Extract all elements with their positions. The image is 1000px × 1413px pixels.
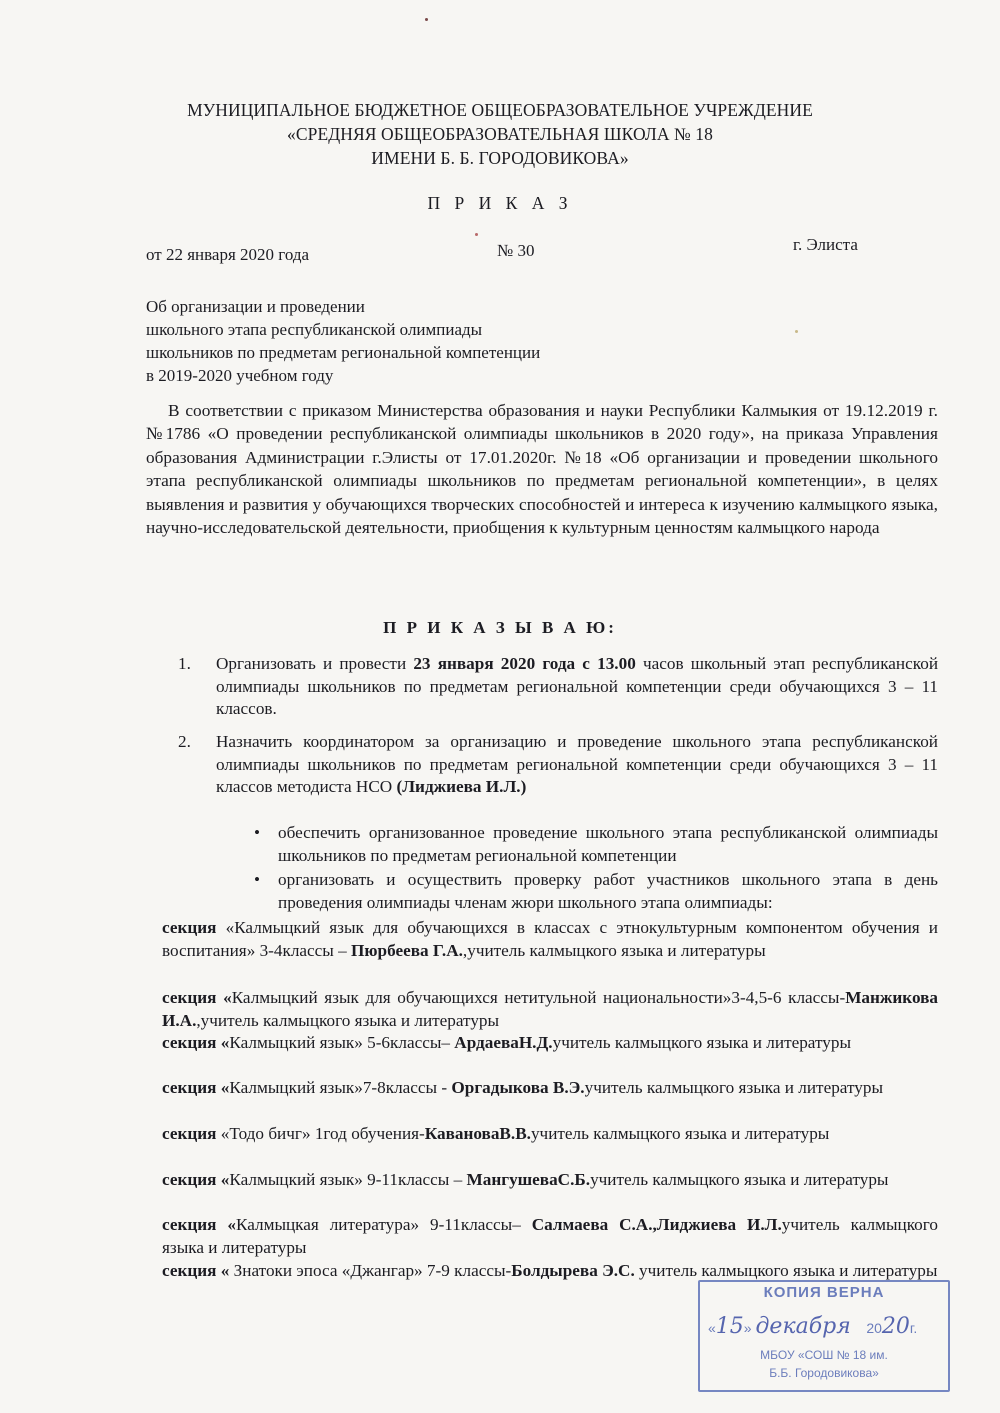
stamp-date: «15» декабря 2020г.	[708, 1314, 918, 1339]
order-city: г. Элиста	[793, 235, 858, 254]
jury-section: секция «Калмыцкий язык для обучающихся в классах с этнокультурным компонентом обучения и воспитания» 3-4классы – Пюрбеева Г.А.,учитель калмыцкого языка и литературы	[162, 918, 938, 960]
jury-section: секция «Тодо бичг» 1год обучения-КавановаВ.В.учитель калмыцкого языка и литературы	[162, 1124, 830, 1143]
jury-section: секция «Калмыцкий язык»7-8классы - Оргадыкова В.Э.учитель калмыцкого языка и литературы	[162, 1078, 883, 1097]
order-item	[178, 731, 938, 823]
jury-section: секция «Калмыцкий язык» 5-6классы– АрдаеваН.Д.учитель калмыцкого языка и литературы	[162, 1033, 852, 1052]
header-line-2: «СРЕДНЯЯ ОБЩЕОБРАЗОВАТЕЛЬНАЯ ШКОЛА № 18	[286, 124, 714, 144]
jury-section: секция «Калмыцкий язык для обучающихся нетитульной национальности»3-4,5-6 классы-Манжикова И.А.,учитель калмыцкого языка и литературы	[162, 988, 938, 1030]
subject-line: школьников по предметам региональной компетенции	[146, 343, 541, 362]
bullet-text: организовать и осуществить проверку работ участников школьного этапа в день проведения олимпиады членам жюри школьного этапа олимпиады:	[278, 870, 938, 912]
document-title: П Р И К А З	[427, 193, 573, 213]
jury-section: секция «Калмыцкая литература» 9-11классы– Салмаева С.А.,Лиджиева И.Л.учитель калмыцкого языка и литературы	[162, 1215, 938, 1257]
header-line-3: ИМЕНИ Б. Б. ГОРОДОВИКОВА»	[371, 148, 629, 168]
header-line-1: МУНИЦИПАЛЬНОЕ БЮДЖЕТНОЕ ОБЩЕОБРАЗОВАТЕЛЬНОЕ УЧРЕЖДЕНИЕ	[187, 100, 813, 120]
item-text: Организовать и провести 23 января 2020 года с 13.00 часов школьный этап республиканской олимпиады школьников по предметам региональной компетенции среди обучающихся 3 – 11 классов.	[216, 654, 939, 719]
order-heading: П Р И К А З Ы В А Ю:	[383, 618, 617, 637]
school-header	[100, 98, 900, 170]
scan-speck	[795, 330, 798, 333]
bullet-dot-icon: •	[254, 870, 261, 889]
item-text: Назначить координатором за организацию и проведение школьного этапа республиканской олимпиады школьников по предметам региональной компетенции среди обучающихся 3 – 11 классов методиста НСО (Лиджиева И.Л.)	[216, 732, 938, 797]
preamble-paragraph: В соответствии с приказом Министерства образования и науки Республики Калмыкия от 19.12.2019 г. №1786 «О проведении республиканской олимпиады школьников в 2020 году», на приказа Управления образования Администрации г.Элисты от 17.01.2020г. №18 «Об организации и проведении школьного этапа республиканской олимпиады школьников по предметам региональной компетенции», в целях выявления и развития у обучающихся творческих способностей и интереса к изучению калмыцкого языка, научно-исследовательской деятельности, приобщения к культурным ценностям калмыцкого народа	[146, 401, 938, 538]
subject-line: в 2019-2020 учебном году	[146, 366, 334, 385]
stamp-title: КОПИЯ ВЕРНА	[763, 1284, 885, 1301]
item-number: 1.	[178, 654, 191, 673]
copy-certified-stamp	[698, 1280, 950, 1392]
subject-line: Об организации и проведении	[146, 297, 365, 316]
jury-section: секция «Калмыцкий язык» 9-11классы – МангушеваС.Б.учитель калмыцкого языка и литературы	[162, 1170, 889, 1189]
jury-section: секция « Знатоки эпоса «Джангар» 7-9 классы-Болдырева Э.С. учитель калмыцкого языка и литературы	[162, 1261, 938, 1280]
stamp-organization-name: Б.Б. Городовикова»	[769, 1366, 879, 1380]
order-date: от 22 января 2020 года	[146, 245, 310, 264]
stamp-organization: МБОУ «СОШ № 18 им.	[760, 1348, 888, 1362]
bullet-text: обеспечить организованное проведение школьного этапа республиканской олимпиады школьников по предметам региональной компетенции	[278, 823, 938, 865]
subject-line: школьного этапа республиканской олимпиады	[146, 320, 483, 339]
order-subject	[146, 295, 540, 387]
item-number: 2.	[178, 732, 191, 751]
order-item	[178, 653, 938, 723]
scan-speck	[475, 233, 478, 236]
scan-speck	[425, 18, 428, 21]
order-number: № 30	[497, 241, 535, 260]
bullet-dot-icon: •	[254, 823, 261, 842]
